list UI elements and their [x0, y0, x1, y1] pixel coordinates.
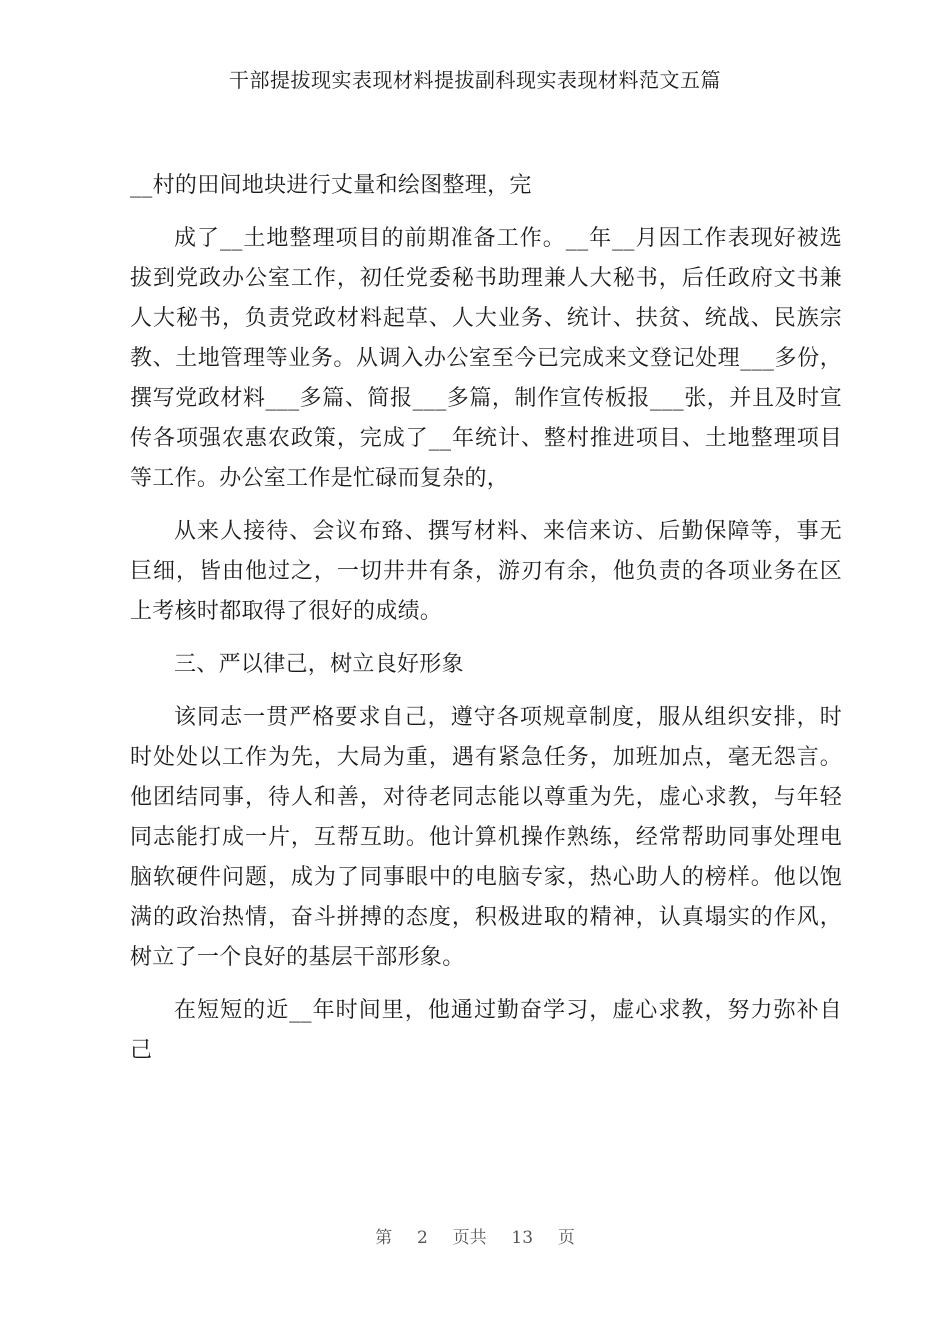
footer-middle: 页共 [452, 1228, 487, 1248]
document-body [130, 166, 842, 1071]
total-pages-number: 13 [511, 1228, 534, 1248]
paragraph: 成了__土地整理项目的前期准备工作。__年__月因工作表现好被选拔到党政办公室工作，初任党委秘书助理兼人大秘书，后任政府文书兼人大秘书，负责党政材料起草、人大业务、统计、扶贫、统战、民族宗教、土地管理等业务。从调入办公室至今已完成来文登记处理___多份，撰写党政材料___多篇、简报___多篇，制作宣传板报___张，并且及时宣传各项强农惠农政策，完成了__年统计、整村推进项目、土地整理项目等工作。办公室工作是忙碌而复杂的， [130, 226, 842, 491]
paragraph: 从来人接待、会议布臵、撰写材料、来信来访、后勤保障等，事无巨细，皆由他过之，一切井井有条，游刃有余，他负责的各项业务在区上考核时都取得了很好的成绩。 [130, 519, 842, 624]
current-page-number: 2 [416, 1228, 428, 1248]
section-heading: 三、严以律己，树立良好形象 [174, 652, 464, 677]
footer-suffix: 页 [557, 1228, 575, 1248]
paragraph: 在短短的近__年时间里，他通过勤奋学习，虚心求教，努力弥补自己 [130, 998, 842, 1063]
footer-prefix: 第 [375, 1228, 393, 1248]
paragraph: 该同志一贯严格要求自己，遵守各项规章制度，服从组织安排，时时处处以工作为先，大局为重，遇有紧急任务，加班加点，毫无怨言。他团结同事，待人和善，对待老同志能以尊重为先，虚心求教，与年轻同志能打成一片，互帮互助。他计算机操作熟练，经常帮助同事处理电脑软硬件问题，成为了同事眼中的电脑专家，热心助人的榜样。他以饱满的政治热情，奋斗拼搏的态度，积极进取的精神，认真塌实的作风，树立了一个良好的基层干部形象。 [130, 705, 842, 970]
paragraph: __村的田间地块进行丈量和绘图整理，完 [130, 173, 532, 198]
page-header [0, 66, 950, 94]
document-title: 干部提拔现实表现材料提拔副科现实表现材料范文五篇 [229, 68, 721, 92]
page-footer [0, 1226, 950, 1250]
